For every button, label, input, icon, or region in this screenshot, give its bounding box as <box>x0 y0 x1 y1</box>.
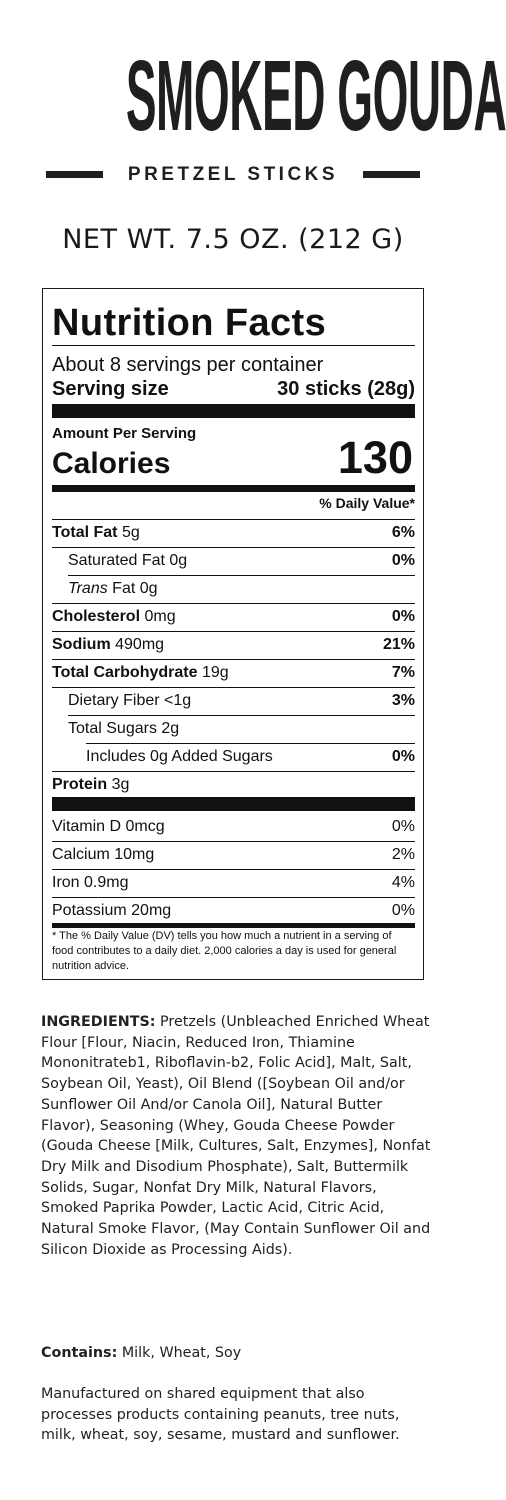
vitamin-name: Potassium 20mg <box>52 902 172 919</box>
nutrient-amount: Fat 0g <box>112 580 158 597</box>
nutrient-amount: 0mg <box>144 608 176 625</box>
nutrient-row-sodium <box>52 631 415 659</box>
ingredients-text: Pretzels (Unbleached Enriched Wheat Flour [Flour, Niacin, Reduced Iron, Thiamine Mononitrateb1, Riboflavin-b2, Folic Acid], Malt, Salt, Soybean Oil, Yeast), Oil Blend ([Soybean Oil and/or Sunflower Oil And/or Canola Oil], Natural Butter Flavor), Seasoning (Whey, Gouda Cheese Powder (Gouda Cheese [Milk, Cultures, Salt, Enzymes], Nonfat Dry Milk and Disodium Phosphate), Salt, Buttermilk Solids, Sugar, Nonfat Dry Milk, Natural Flavors, Smoked Paprika Powder, Lactic Acid, Citric Acid, Natural Smoke Flavor, (May Contain Sunflower Oil and Silicon Dioxide as Processing Aids). <box>41 1014 431 1258</box>
nutrient-row-cholesterol <box>52 603 415 631</box>
vitamin-dv: 0% <box>391 818 415 835</box>
nutrient-name: Protein <box>52 776 108 793</box>
nutrient-amount: 19g <box>201 664 229 681</box>
allergen-statement <box>41 1343 431 1364</box>
nutrient-name: Total Fat <box>52 524 118 541</box>
nutrient-dv: 0% <box>391 552 415 569</box>
net-weight: NET WT. 7.5 OZ. (212 G) <box>62 224 404 255</box>
nutrient-row-total-carbohydrate <box>52 659 415 687</box>
nutrient-dv: 7% <box>391 664 415 681</box>
nutrient-name: Trans <box>68 580 108 597</box>
daily-value-footnote: * The % Daily Value (DV) tells you how much a nutrient in a serving of food contributes to a daily diet. 2,000 calories a day is used for general nutrition advice. <box>52 930 397 972</box>
medium-divider <box>52 485 415 492</box>
vitamin-name: Calcium 10mg <box>52 846 155 863</box>
ingredients-statement <box>41 1012 431 1260</box>
nutrient-row-protein <box>52 771 415 799</box>
vitamin-name: Vitamin D 0mcg <box>52 818 165 835</box>
nutrient-amount: 2g <box>161 720 180 737</box>
daily-value-header: % Daily Value* <box>319 495 415 511</box>
vitamin-dv: 4% <box>391 874 415 891</box>
serving-size-label: Serving size <box>52 378 169 400</box>
nutrient-dv: 0% <box>391 608 415 625</box>
nutrient-name: Total Sugars <box>68 720 157 737</box>
allergen-text: Milk, Wheat, Soy <box>117 1345 242 1361</box>
vitamin-name: Iron 0.9mg <box>52 874 129 891</box>
nutrient-name: Dietary Fiber <box>68 692 160 709</box>
divider <box>52 345 415 346</box>
allergen-label: Contains: <box>41 1345 118 1361</box>
nutrient-name: Includes 0g Added Sugars <box>86 748 273 765</box>
nutrient-row-total-sugars <box>52 715 415 743</box>
nutrient-dv: 3% <box>391 692 415 709</box>
nutrient-amount: <1g <box>164 692 192 709</box>
nutrient-row-total-fat <box>52 519 415 547</box>
calories-value: 130 <box>337 432 413 483</box>
medium-divider <box>52 923 415 928</box>
vitamin-row-calcium <box>52 841 415 869</box>
ingredients-label: INGREDIENTS: <box>41 1014 156 1030</box>
nutrient-name: Sodium <box>52 636 111 653</box>
nutrient-name: Cholesterol <box>52 608 141 625</box>
vitamin-dv: 0% <box>391 902 415 919</box>
vitamin-row-potassium <box>52 897 415 925</box>
facility-statement: Manufactured on shared equipment that also processes products containing peanuts, tree nuts, milk, wheat, soy, sesame, mustard and sunflower. <box>41 1386 400 1444</box>
product-name: SMOKED GOUDA <box>125 40 506 152</box>
product-type-banner <box>46 162 420 188</box>
nutrient-dv: 21% <box>382 636 415 653</box>
nutrient-amount: 0g <box>169 552 188 569</box>
nutrient-name: Saturated Fat <box>68 552 165 569</box>
serving-size-value: 30 sticks (28g) <box>277 378 415 400</box>
vitamin-row-iron <box>52 869 415 897</box>
nutrient-dv: 6% <box>391 524 415 541</box>
product-type: PRETZEL STICKS <box>127 164 339 185</box>
amount-per-serving: Amount Per Serving <box>52 425 197 442</box>
nutrition-facts-title: Nutrition Facts <box>52 302 327 344</box>
nutrient-row-dietary-fiber <box>52 687 415 715</box>
thick-divider <box>52 797 415 811</box>
servings-per-container: About 8 servings per container <box>52 354 324 376</box>
nutrient-dv: 0% <box>391 748 415 765</box>
nutrient-row-added-sugars <box>52 743 415 771</box>
serving-size <box>52 377 415 401</box>
nutrition-facts-panel <box>42 288 424 980</box>
nutrient-amount: 3g <box>111 776 130 793</box>
nutrient-row-trans-fat <box>52 575 415 603</box>
thick-divider <box>52 404 415 418</box>
divider <box>363 171 420 178</box>
vitamin-dv: 2% <box>391 846 415 863</box>
nutrient-amount: 490mg <box>115 636 165 653</box>
vitamin-row-vitamin-d <box>52 813 415 841</box>
nutrient-amount: 5g <box>121 524 140 541</box>
calories-label: Calories <box>52 447 171 480</box>
nutrient-name: Total Carbohydrate <box>52 664 198 681</box>
divider <box>46 171 103 178</box>
nutrient-row-saturated-fat <box>52 547 415 575</box>
